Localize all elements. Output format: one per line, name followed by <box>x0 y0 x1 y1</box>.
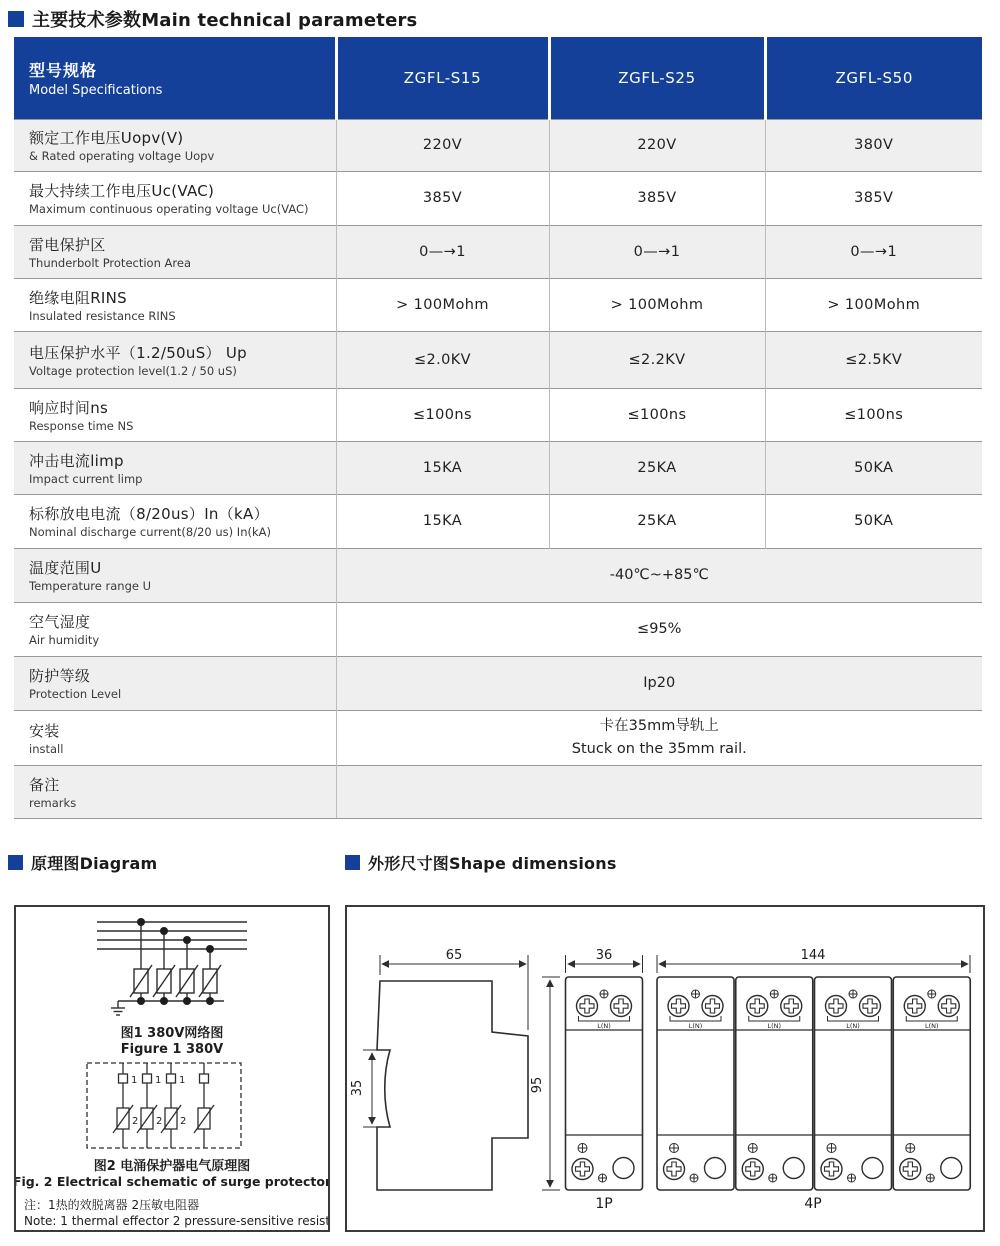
spec-label-zh: 最大持续工作电压Uc(VAC) <box>29 182 215 200</box>
varistor-symbol <box>113 1105 214 1133</box>
table-row <box>14 441 982 494</box>
svg-text:1: 1 <box>155 1075 162 1086</box>
spec-label-zh: 额定工作电压Uopv(V) <box>29 129 184 147</box>
spec-label-en: Voltage protection level(1.2 / 50 uS) <box>29 363 237 378</box>
install-line-zh: 卡在35mm导轨上 <box>599 718 719 735</box>
spec-label-zh: 绝缘电阻RINS <box>29 288 127 307</box>
spec-label-cell <box>14 225 336 278</box>
spec-value-cell: 50KA <box>765 441 982 494</box>
circuit-diagram-panel <box>14 905 330 1232</box>
install-line-en: Stuck on the 35mm rail. <box>571 740 747 757</box>
spec-value-cell: 25KA <box>549 494 765 548</box>
spec-value-merged-cell <box>336 710 982 765</box>
spec-label-cell <box>14 388 336 441</box>
diagram-note-en: Note: 1 thermal effector 2 pressure-sensitive resistor <box>24 1214 328 1228</box>
dimension-144-label: 144 <box>800 948 826 963</box>
device-module <box>815 977 892 1190</box>
spec-label-cell <box>14 765 336 818</box>
table-row <box>14 710 982 765</box>
spec-label-zh: 安装 <box>29 721 60 740</box>
table-header-row <box>14 37 982 119</box>
table-row <box>14 548 982 602</box>
blue-square-bullet-icon <box>8 855 23 870</box>
table-row <box>14 119 982 171</box>
spec-table-wrapper <box>14 37 982 819</box>
spec-value-cell: 0—→1 <box>336 225 549 278</box>
component-number-labels <box>131 1075 186 1127</box>
spec-label-zh: 冲击电流limp <box>29 451 124 470</box>
dimension-65 <box>380 955 528 1030</box>
spec-label-en: & Rated operating voltage Uopv <box>29 149 215 163</box>
spec-value-cell: 0—→1 <box>549 225 765 278</box>
svg-text:2: 2 <box>180 1116 187 1127</box>
spec-label-cell <box>14 331 336 388</box>
spec-value-cell: 385V <box>549 171 765 225</box>
table-row <box>14 656 982 710</box>
main-title <box>8 6 417 32</box>
device-side-profile <box>377 981 528 1190</box>
header-model-zgfl-s15: ZGFL-S15 <box>336 37 549 119</box>
table-row <box>14 765 982 818</box>
spec-value-cell: ≤100ns <box>549 388 765 441</box>
spec-value-merged-cell <box>336 765 982 818</box>
spec-value-cell: ≤100ns <box>336 388 549 441</box>
blue-square-bullet-icon <box>8 11 24 27</box>
ground-symbol-icon <box>111 1001 125 1015</box>
svg-text:2: 2 <box>156 1116 163 1127</box>
table-row <box>14 602 982 656</box>
spec-label-en: remarks <box>29 795 77 810</box>
spec-label-zh: 电压保护水平（1.2/50uS） Up <box>29 343 247 362</box>
table-row <box>14 278 982 331</box>
spec-value-cell: 380V <box>765 119 982 171</box>
figure2-caption-zh: 图2 电涌保护器电气原理图 <box>93 1159 251 1174</box>
circuit-diagram <box>16 907 328 1230</box>
shape-section-title <box>345 851 617 874</box>
header-label-cell <box>14 37 336 119</box>
spec-value-merged-cell: Ip20 <box>336 656 982 710</box>
spec-value-cell: 50KA <box>765 494 982 548</box>
varistor-symbol <box>130 965 221 997</box>
dimension-65-label: 65 <box>445 948 463 963</box>
table-row <box>14 388 982 441</box>
blue-square-bullet-icon <box>345 855 360 870</box>
spec-label-en: Air humidity <box>29 633 100 647</box>
spec-label-cell <box>14 494 336 548</box>
spec-label-zh: 标称放电电流（8/20us）In（kA） <box>29 505 269 523</box>
device-module <box>657 977 734 1190</box>
spec-value-cell: ≤2.0KV <box>336 331 549 388</box>
spec-label-zh: 温度范围U <box>29 559 102 577</box>
page-title: 主要技术参数Main technical parameters <box>32 10 418 31</box>
spec-value-cell: 25KA <box>549 441 765 494</box>
spec-label-en: Temperature range U <box>29 579 152 593</box>
svg-text:1: 1 <box>179 1075 186 1086</box>
spec-value-cell: 15KA <box>336 441 549 494</box>
spec-label-cell <box>14 548 336 602</box>
spec-value-cell: 385V <box>336 171 549 225</box>
spec-value-merged-cell: -40℃~+85℃ <box>336 548 982 602</box>
spec-label-cell <box>14 602 336 656</box>
spec-label-zh: 防护等级 <box>29 667 91 685</box>
label-4p: 4P <box>804 1196 822 1212</box>
device-module <box>893 977 970 1190</box>
spec-value-cell: 0—→1 <box>765 225 982 278</box>
spec-value-cell: 15KA <box>336 494 549 548</box>
spec-value-cell: ≤100ns <box>765 388 982 441</box>
spec-value-cell: > 100Mohm <box>549 278 765 331</box>
spec-label-zh: 备注 <box>29 775 60 794</box>
spec-label-cell <box>14 119 336 171</box>
spec-label-en: Protection Level <box>29 687 122 701</box>
figure2-schematic-drawing <box>87 1063 241 1148</box>
header-label-en: Model Specifications <box>29 82 163 98</box>
figure1-network-drawing <box>97 918 247 1015</box>
spec-label-zh: 响应时间ns <box>29 398 109 417</box>
spec-label-cell <box>14 710 336 765</box>
figure1-caption-zh: 图1 380V网络图 <box>120 1026 224 1041</box>
dimension-35 <box>363 1050 390 1127</box>
device-module <box>736 977 813 1190</box>
header-label-zh: 型号规格 <box>29 60 98 80</box>
spec-label-en: Thunderbolt Protection Area <box>29 255 191 270</box>
spec-label-en: Nominal discharge current(8/20 us) In(kA) <box>29 525 271 539</box>
spec-label-en: Impact current limp <box>29 471 143 486</box>
header-model-zgfl-s25: ZGFL-S25 <box>549 37 765 119</box>
figure1-caption-en: Figure 1 380V <box>120 1042 224 1057</box>
spec-label-en: Maximum continuous operating voltage Uc(VAC) <box>29 202 309 216</box>
diagram-section-label: 原理图Diagram <box>31 854 158 873</box>
svg-text:1: 1 <box>131 1075 138 1086</box>
spec-label-zh: 雷电保护区 <box>29 235 106 254</box>
figure2-caption-en: Fig. 2 Electrical schematic of surge protector <box>16 1174 328 1189</box>
spec-value-merged-cell: ≤95% <box>336 602 982 656</box>
spec-label-en: install <box>29 741 64 756</box>
diagram-section-title <box>8 851 157 874</box>
header-model-zgfl-s50: ZGFL-S50 <box>765 37 982 119</box>
device-module-1p <box>566 977 643 1190</box>
spec-value-cell: 385V <box>765 171 982 225</box>
table-row <box>14 225 982 278</box>
shape-section-label: 外形尺寸图Shape dimensions <box>368 854 617 873</box>
spec-value-cell: ≤2.5KV <box>765 331 982 388</box>
spec-value-cell: 220V <box>549 119 765 171</box>
dimension-36-label: 36 <box>595 948 613 963</box>
spec-value-cell: 220V <box>336 119 549 171</box>
spec-label-en: Insulated resistance RINS <box>29 308 176 323</box>
spec-value-cell: > 100Mohm <box>336 278 549 331</box>
table-row <box>14 171 982 225</box>
dimension-95-label: 95 <box>530 1076 545 1094</box>
spec-label-zh: 空气湿度 <box>29 613 91 631</box>
diagram-note-zh: 注：1热的效脱离器 2压敏电阻器 <box>24 1198 200 1212</box>
table-row <box>14 494 982 548</box>
spec-value-cell: > 100Mohm <box>765 278 982 331</box>
shape-dimensions-drawing: L(N) 65 35 95 36 144 1P 4P <box>347 907 983 1230</box>
table-row <box>14 331 982 388</box>
spec-label-cell <box>14 171 336 225</box>
label-1p: 1P <box>595 1196 613 1212</box>
spec-label-en: Response time NS <box>29 418 134 433</box>
svg-text:2: 2 <box>132 1116 139 1127</box>
dimension-35-label: 35 <box>350 1079 365 1097</box>
spec-label-cell <box>14 441 336 494</box>
spec-table <box>14 37 982 819</box>
spec-label-cell <box>14 656 336 710</box>
spec-label-cell <box>14 278 336 331</box>
shape-dimensions-panel <box>345 905 985 1232</box>
spec-value-cell: ≤2.2KV <box>549 331 765 388</box>
